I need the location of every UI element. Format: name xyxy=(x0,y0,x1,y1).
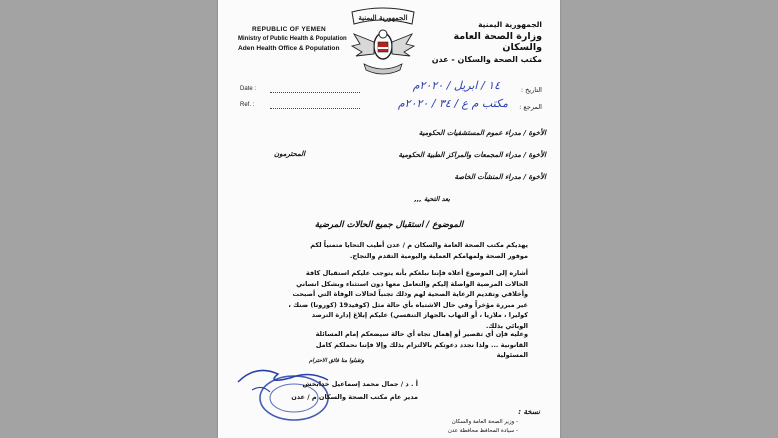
ministry-name-ar: وزارة الصحة العامة والسكان xyxy=(453,31,542,53)
country-name-en: REPUBLIC OF YEMEN xyxy=(252,26,326,33)
handwritten-date: ١٤ / ابريل / ٢٠٢٠م xyxy=(412,79,500,92)
date-label-en: Date : xyxy=(240,86,257,92)
office-name-ar: مكتب الصحة والسكان - عدن xyxy=(431,55,542,64)
ref-label-en: Ref. : xyxy=(240,102,255,108)
copies-title: نسخة : xyxy=(518,408,540,416)
copy-item: - سيادة المحافظ محافظة عدن xyxy=(448,428,518,434)
paragraph-1: يهديكم مكتب الصحة العامة والسكان م / عدن أطيب التحايا متمنياً لكم موفور الصحة ولمهامكم العملية واليومية التقدم والنجاح. xyxy=(310,241,528,260)
ref-dotted-line xyxy=(270,108,360,109)
country-name-ar: الجمهورية اليمنية xyxy=(478,20,542,29)
signatory-name: أ . د / جمال محمد إسماعيل خدابخش xyxy=(302,380,418,388)
arabic-letterhead xyxy=(422,20,542,64)
addressee-2: الأخوة / مدراء المجمعات والمراكز الطبية الحكومية xyxy=(398,151,546,159)
ref-field-en xyxy=(240,102,370,108)
subject-line: الموضوع / استقبال جميع الحالات المرضية xyxy=(314,220,464,230)
ministry-name-en: Ministry of Public Health & Population xyxy=(238,36,347,42)
yemen-emblem-logo xyxy=(348,6,418,78)
copy-item: - وزير الصحة العامة والسكان xyxy=(452,419,518,425)
addressee-3: الأخوة / مدراء المنشآت الخاصة xyxy=(454,173,546,181)
closing-regards: وتقبلوا منا فائق الاحترام xyxy=(309,358,364,364)
paragraph-2: أشاره إلى الموضوع أعلاه فإننا نبلغكم بأنه يتوجب عليكم استقبال كافة الحالات المرضية الواصلة إليكم والتعامل معها دون استثناء وبشكل انساني وأخلاقي وتقديم الرعاية الصحية لهم وذلك تجنباً لحالات الوفاة التي أصبحت غير مبررة مؤخراً وفي حال الاشتباه بأي حالة مثل (كوفيد19 (كورونا) ضنك ، كوليرا ، ملاريا ، أو التهاب بالجهاز التنفسي) عليكم إبلاغ إدارة الترصد الوبائي بذلك. xyxy=(288,269,528,330)
office-name-en: Aden Health Office & Population xyxy=(238,45,340,52)
paragraph-3: وعليه فإن أي تقصير أو إهمال تجاه أي حالة سيضعكم إمام المسائلة القانونية ... ولذا نجدد دعوتكم بالالتزام بذلك وإلا فإننا نحملكم كامل المسئولية xyxy=(315,330,528,359)
ref-label-ar: المرجع : xyxy=(519,103,542,111)
addressee-1: الأخوة / مدراء عموم المستشفيات الحكومية xyxy=(418,129,546,137)
document-page xyxy=(218,0,560,438)
emblem-scroll-text: الجمهورية اليمنية xyxy=(358,13,408,22)
respected-label: المحترمون xyxy=(274,150,306,158)
date-dotted-line xyxy=(270,92,360,93)
official-stamp-and-signature xyxy=(232,362,352,422)
date-label-ar: التاريخ : xyxy=(520,86,542,94)
greeting: بعد التحية ,,, xyxy=(414,195,450,203)
date-field-en xyxy=(240,86,370,92)
handwritten-reference: مكتب م ع / ٣٤ / ٢٠٢٠م xyxy=(397,97,508,110)
signatory-title: مدير عام مكتب الصحة والسكان م / عدن xyxy=(291,393,418,401)
english-letterhead xyxy=(238,26,348,52)
